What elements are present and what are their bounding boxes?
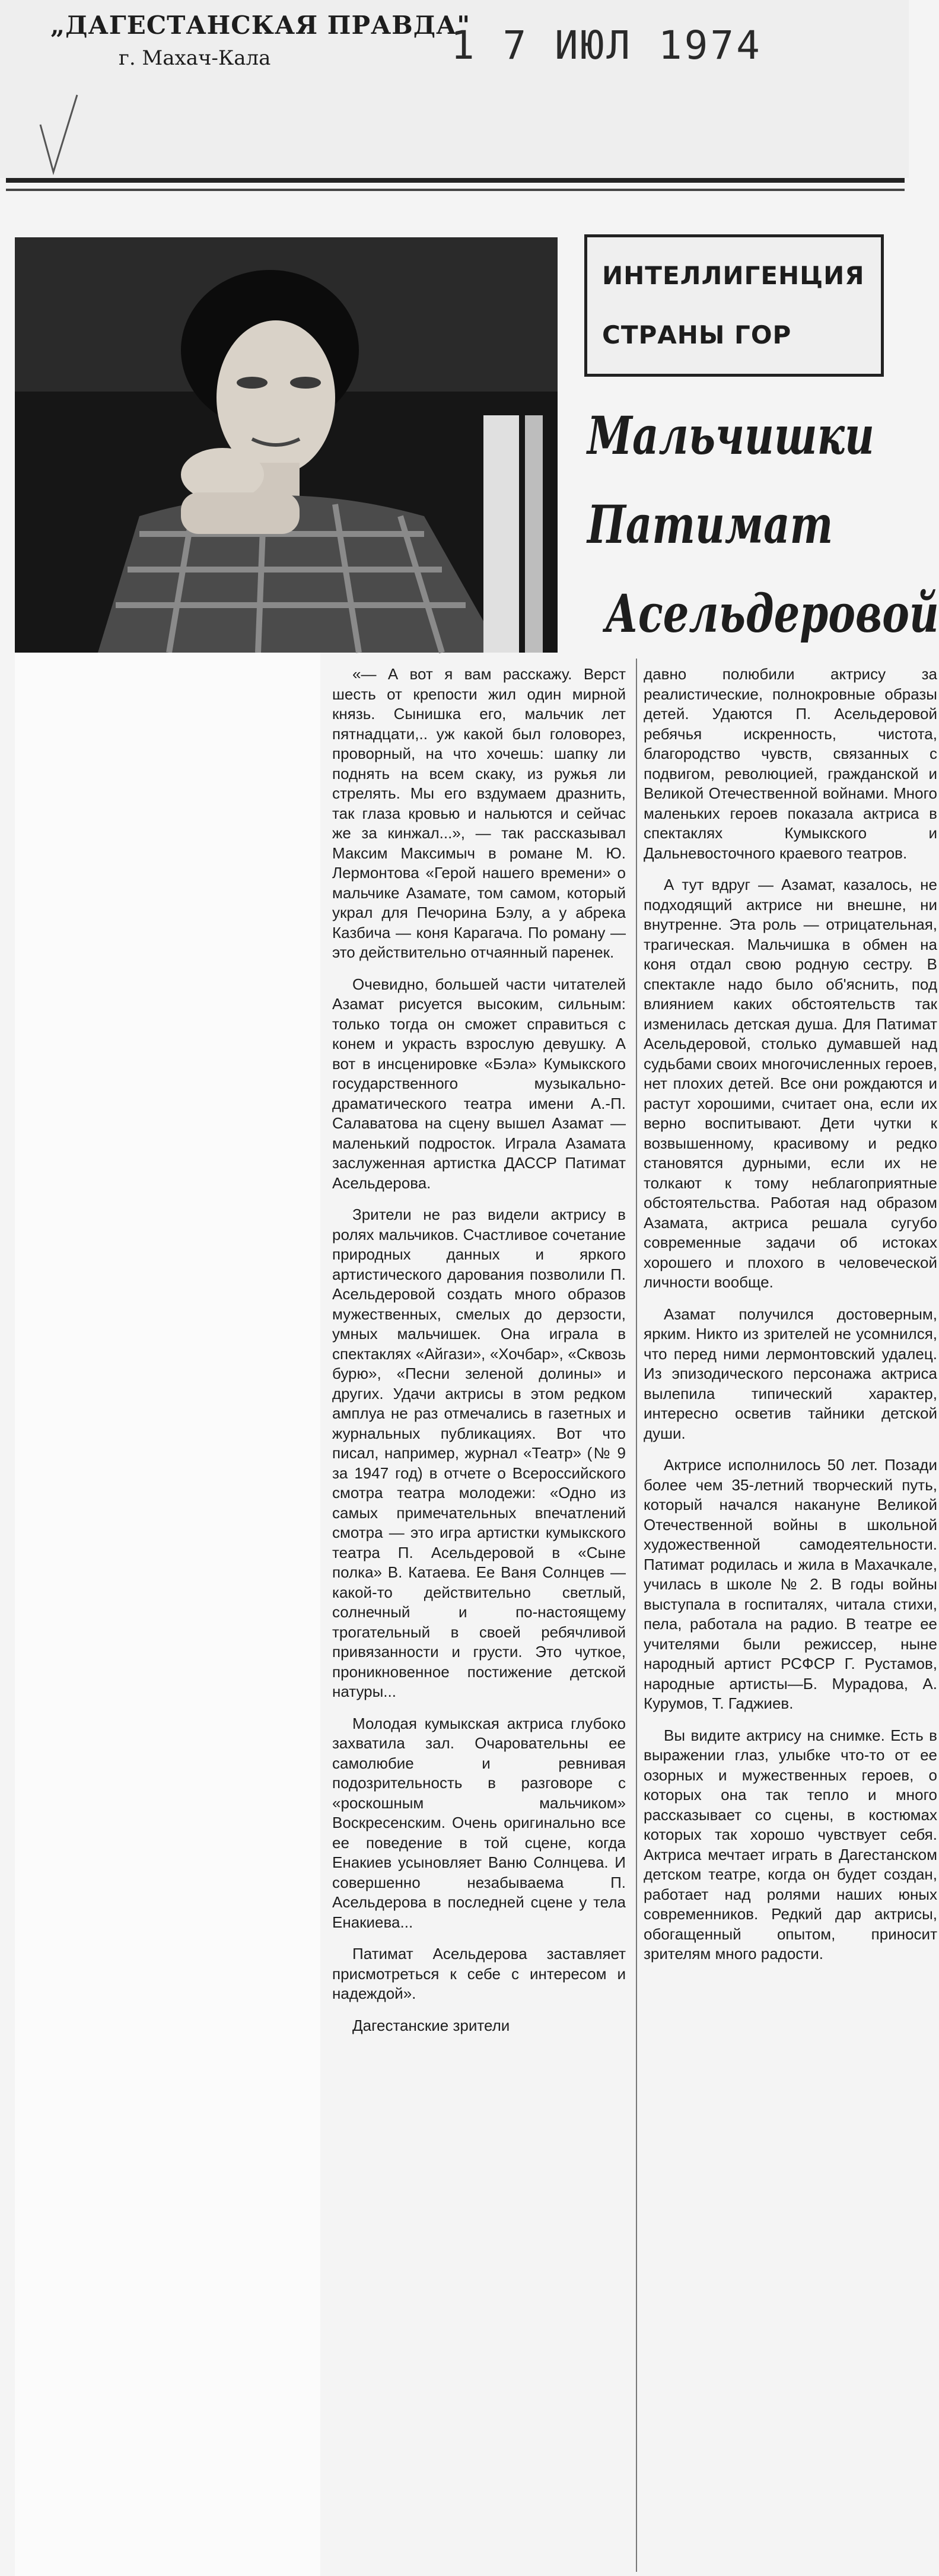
article-title-line-1: Мальчишки	[587, 405, 874, 466]
paragraph: Патимат Асельдерова заставляет присмотреться к себе с интересом и надеждой».	[332, 1945, 626, 2002]
column-divider	[636, 659, 637, 2572]
paragraph: «— А вот я вам расскажу. Верст шесть от крепости жил один мирной князь. Сынишка его, мальчик лет пятнадцати,.. уж какой был головорез, проворный, на что хочешь: шапку ли поднять на всем скаку, из ружья ли стрелять. Мы его вздумаем дразнить, так глаза кровью и нальются и сейчас же за кинжал...», — так рассказывал Максим Максимыч в романе М. Ю. Лермонтова «Герой нашего времени» о мальчике Азамате, том самом, который украл для Печорина Бэлу, а у абрека Казбича — коня Карагача. По роману — это действительно отчаянный паренек.	[332, 665, 626, 961]
paragraph: давно полюбили актрису за реалистические, полнокровные образы детей. Удаются П. Асельдеровой ребячья искренность, чистота, благородство чувств, связанных с подвигом, революцией, гражданской и Великой Отечественной войнами. Много маленьких героев показала актриса в спектаклях Кумыкского и Дальневосточного краевого театров.	[644, 665, 937, 862]
pen-mark-icon	[36, 89, 83, 178]
paragraph: Актрисе исполнилось 50 лет. Позади более чем 35-летний творческий путь, который начался накануне Великой Отечественной войны в школьной художественной самодеятельности. Патимат родилась и жила в Махачкале, училась в школе № 2. В годы войны выступала в госпиталях, читала стихи, пела, работала на радио. В театре ее учителями были режиссер, ныне народный артист РСФСР Г. Рустамов, народные артисты—Б. Мурадова, А. Курумов, Т. Гаджиев.	[644, 1456, 937, 1712]
newspaper-name: „ДАГЕСТАНСКАЯ ПРАВДА"	[50, 11, 471, 40]
clipping-header	[0, 0, 909, 178]
rubric-line-2: СТРАНЫ ГОР	[602, 320, 792, 349]
actress-portrait-photo	[15, 237, 558, 653]
paragraph: Молодая кумыкская актриса глубоко захватила зал. Очаровательны ее самолюбие и ревнивая подозрительность в разговоре с «роскошным мальчиком» Воскресенским. Очень оригинально все ее поведение в той сцене, когда Енакиев усыновляет Ваню Солнцева. И совершенно незабываема П. Асельдерова в последней сцене у тела Енакиева...	[332, 1714, 626, 1931]
paragraph: Азамат получился достоверным, ярким. Никто из зрителей не усомнился, что перед ними лермонтовский удалец. Из эпизодического персонажа актриса вылепила типический характер, интересно осветив тайники детской души.	[644, 1305, 937, 1442]
header-rule-thin	[6, 189, 905, 191]
paragraph: Зрители не раз видели актрису в ролях мальчиков. Счастливое сочетание природных данных и яркого артистического дарования позволили П. Асельдеровой создать много образов мужественных, смелых до дерзости, умных мальчишек. Она играла в спектаклях «Айгази», «Хочбар», «Сквозь бурю», «Песни зеленой долины» и других. Удачи актрисы в этом редком амплуа не раз отмечались в газетных и журнальных публикациях. Вот что писал, например, журнал «Театр» (№ 9 за 1947 год) в отчете о Всероссийского смотра театра молодежи: «Одно из самых примечательных впечатлений смотра — это игра артистки кумыкского театра П. Асельдеровой в «Сыне полка» В. Катаева. Ее Ваня Солнцев — какой-то действительно светлый, солнечный и по-настоящему трогательный в своей ребячливой привязанности и грусти. Это чуткое, проникновенное постижение детской натуры...	[332, 1206, 626, 1700]
article-title-line-2: Патимат	[587, 494, 833, 555]
rubric-box	[584, 234, 884, 377]
article-title-line-3: Асельдеровой	[605, 583, 939, 644]
paragraph: А тут вдруг — Азамат, казалось, не подходящий актрисе ни внешне, ни внутренне. Эта роль — отрицательная, трагическая. Мальчишка в обмен на коня отдал свою родную сестру. В спектакле надо было об'яснить, под влиянием каких обстоятельств так изменилась детская душа. Для Патимат Асельдеровой, столько думавшей над судьбами своих многочисленных героев, нет плохих детей. Все они рождаются и растут хорошими, считает она, если их верно воспитывают. Дети чутки к возвышенному, красивому и редко становятся дурными, если их не толкают к тому неблагоприятные обстоятельства. Работая над образом Азамата, актриса решала сугубо современные задачи об истоках хорошего и плохого в человеческой личности вообще.	[644, 876, 937, 1291]
paragraph: Вы видите актрису на снимке. Есть в выражении глаз, улыбке что-то от ее озорных и мужественных героев, о которых она так тепло и много рассказывает со сцены, в костюмах которых так хорошо чувствует себя. Актриса мечтает играть в Дагестанском детском театре, когда он будет создан, работает над ролями наших юных современников. Редкий дар актрисы, обогащенный опытом, приносит зрителям много радости.	[644, 1726, 937, 1963]
newspaper-city: г. Махач-Кала	[119, 46, 271, 70]
blank-margin	[15, 653, 320, 2576]
article-column-1	[332, 664, 626, 2047]
paragraph: Дагестанские зрители	[352, 2016, 510, 2034]
paragraph: Очевидно, большей части читателей Азамат рисуется высоким, сильным: только тогда он сможет справиться с конем и украсть взрослую девушку. А вот в инсценировке «Бэла» Кумыкского государственного музыкально-драматического театра имени А.-П. Салаватова на сцену вышел Азамат — маленький подросток. Играла Азамата заслуженная артистка ДАССР Патимат Асельдерова.	[332, 975, 626, 1192]
header-rule	[6, 178, 905, 183]
date-stamp: 1 7 ИЮЛ 1974	[451, 23, 762, 68]
rubric-line-1: ИНТЕЛЛИГЕНЦИЯ	[602, 261, 865, 290]
article-column-2	[644, 664, 937, 1976]
